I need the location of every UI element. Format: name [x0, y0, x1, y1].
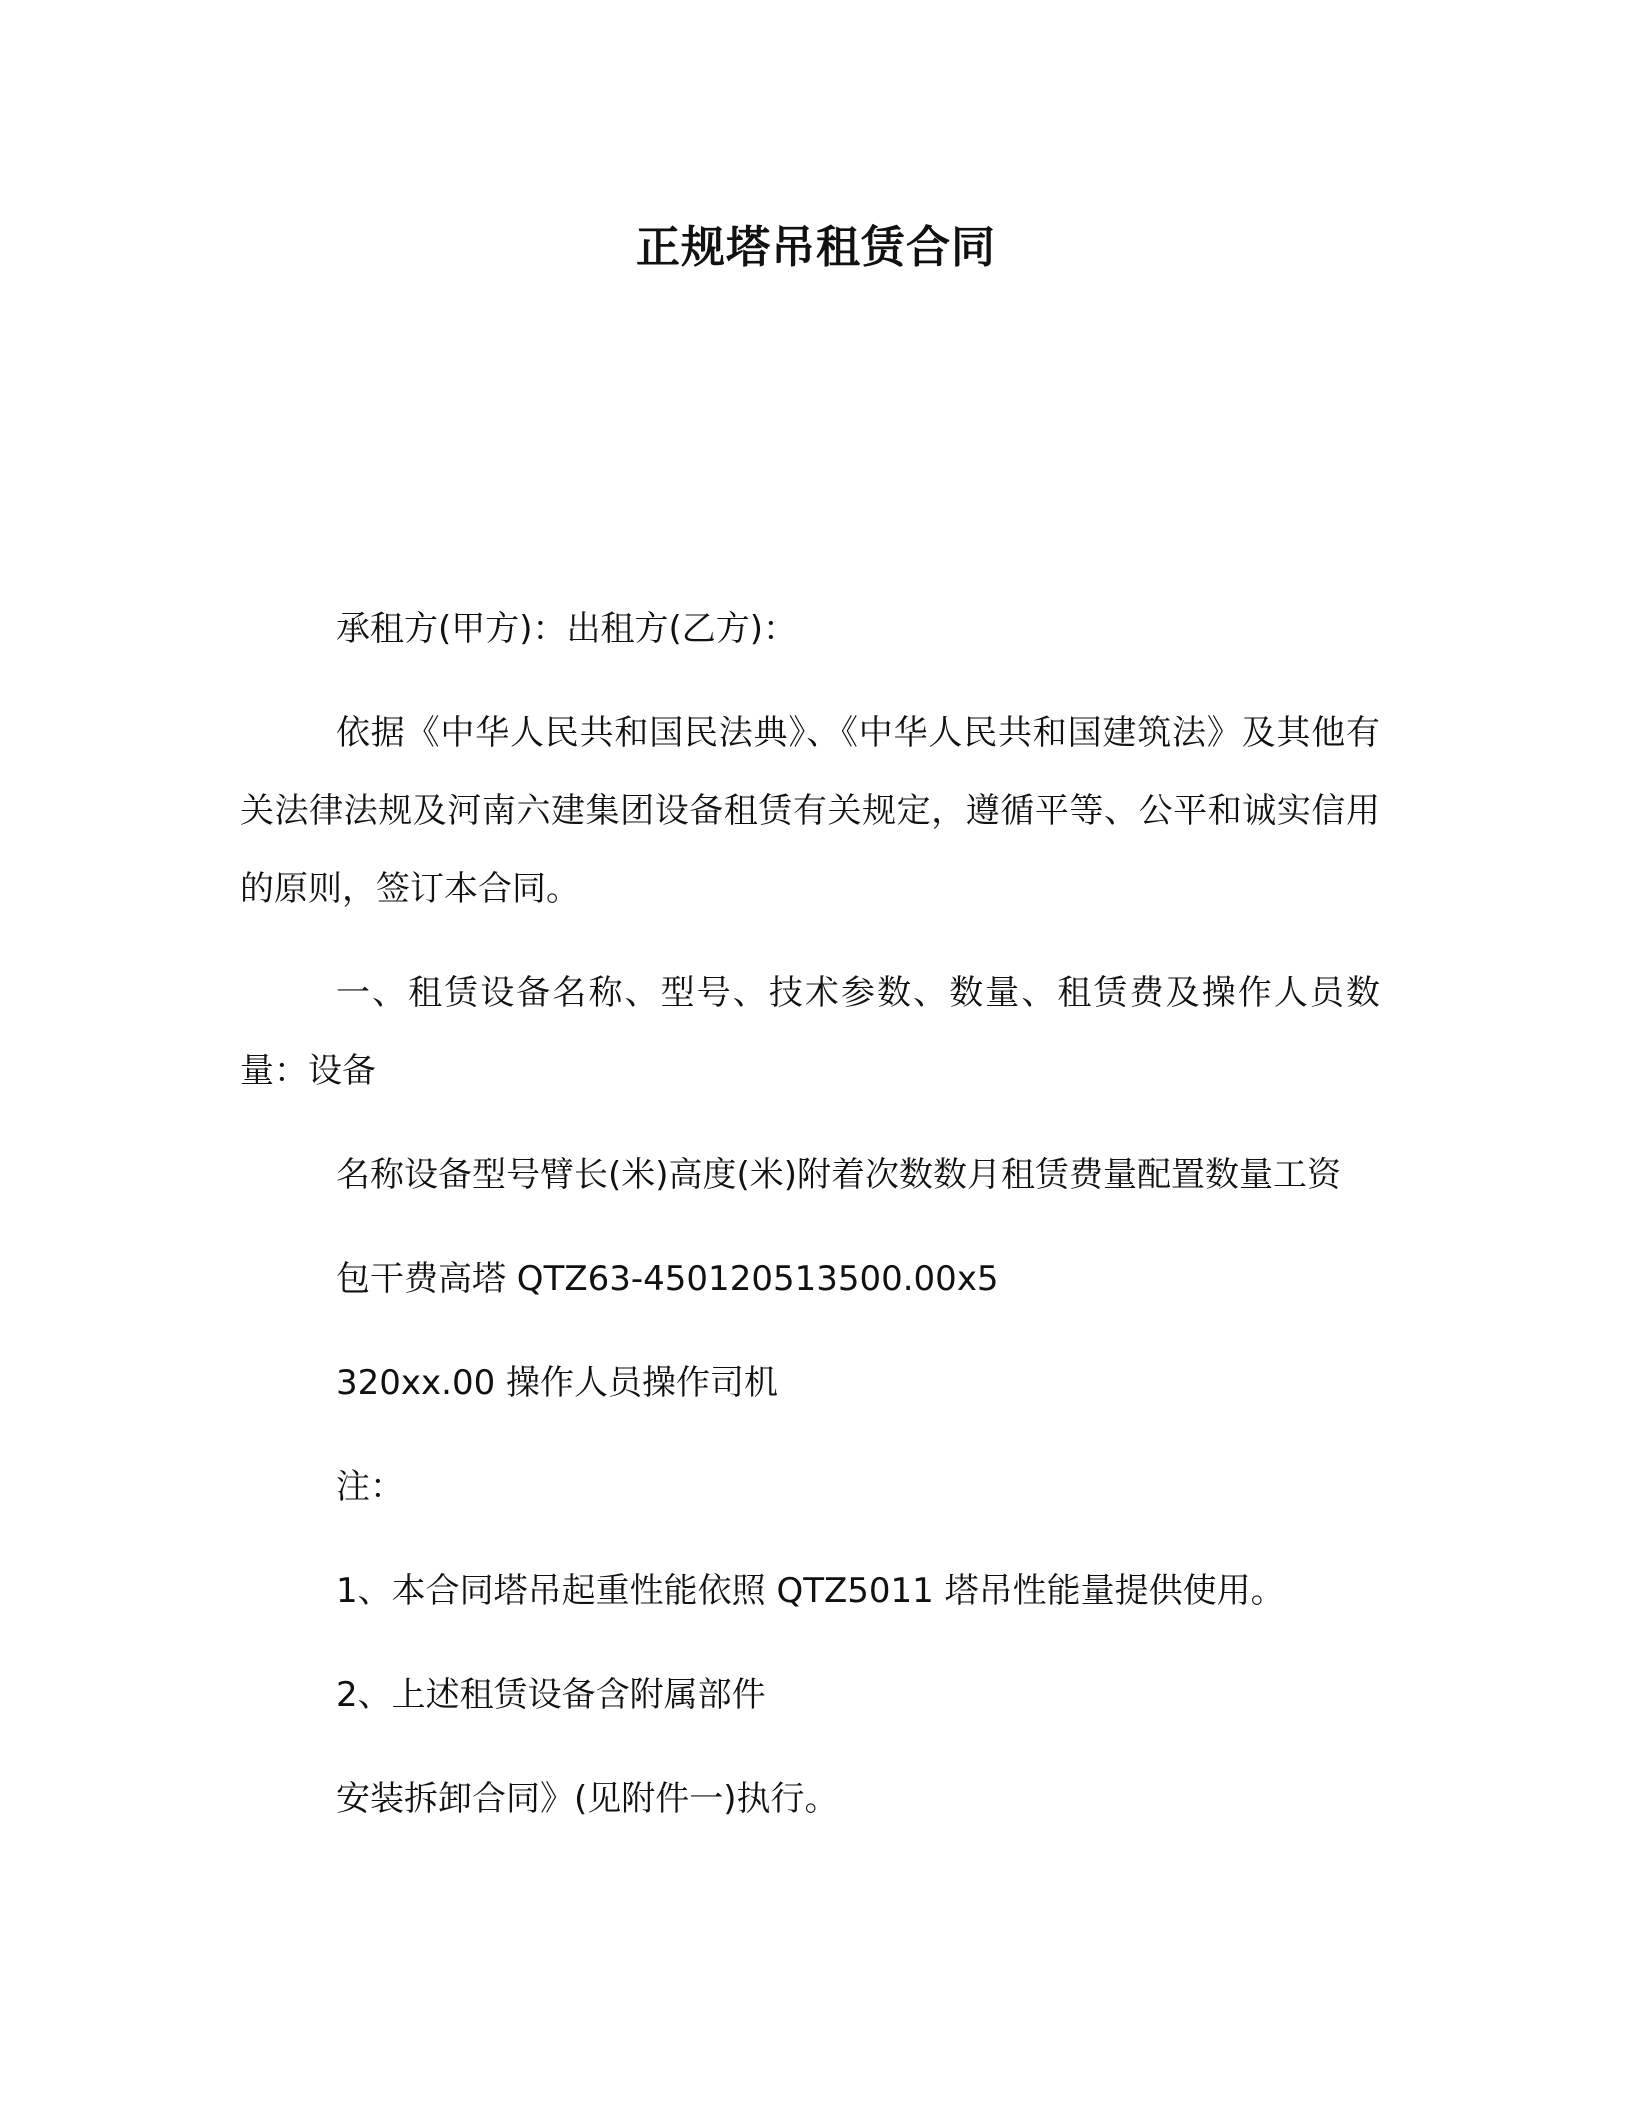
paragraph-note-label: 注：: [336, 1467, 404, 1507]
paragraph-install-contract: 安装拆卸合同》(见附件一)执行。: [336, 1779, 839, 1819]
paragraph-note-one: 1、本合同塔吊起重性能依照 QTZ5011 塔吊性能量提供使用。: [336, 1571, 1285, 1611]
paragraph-equipment-row: 包干费高塔 QTZ63-450120513500.00x5: [336, 1259, 999, 1299]
document-body: [240, 590, 1380, 1864]
paragraph-equipment-headers: 名称设备型号臂长(米)高度(米)附着次数数月租赁费量配置数量工资: [336, 1155, 1342, 1195]
paragraph-note-two: 2、上述租赁设备含附属部件: [336, 1675, 766, 1715]
paragraph-section-one: 一、租赁设备名称、型号、技术参数、数量、租赁费及操作人员数量：设备: [240, 973, 1380, 1091]
paragraph-parties: 承租方(甲方)：出租方(乙方)：: [336, 609, 798, 649]
paragraph-legal-basis: 依据《中华人民共和国民法典》、《中华人民共和国建筑法》及其他有关法律法规及河南六建集团设备租赁有关规定，遵循平等、公平和诚实信用的原则，签订本合同。: [240, 713, 1380, 909]
document-title: 正规塔吊租赁合同: [636, 222, 996, 273]
paragraph-operator: 320xx.00 操作人员操作司机: [336, 1363, 779, 1403]
